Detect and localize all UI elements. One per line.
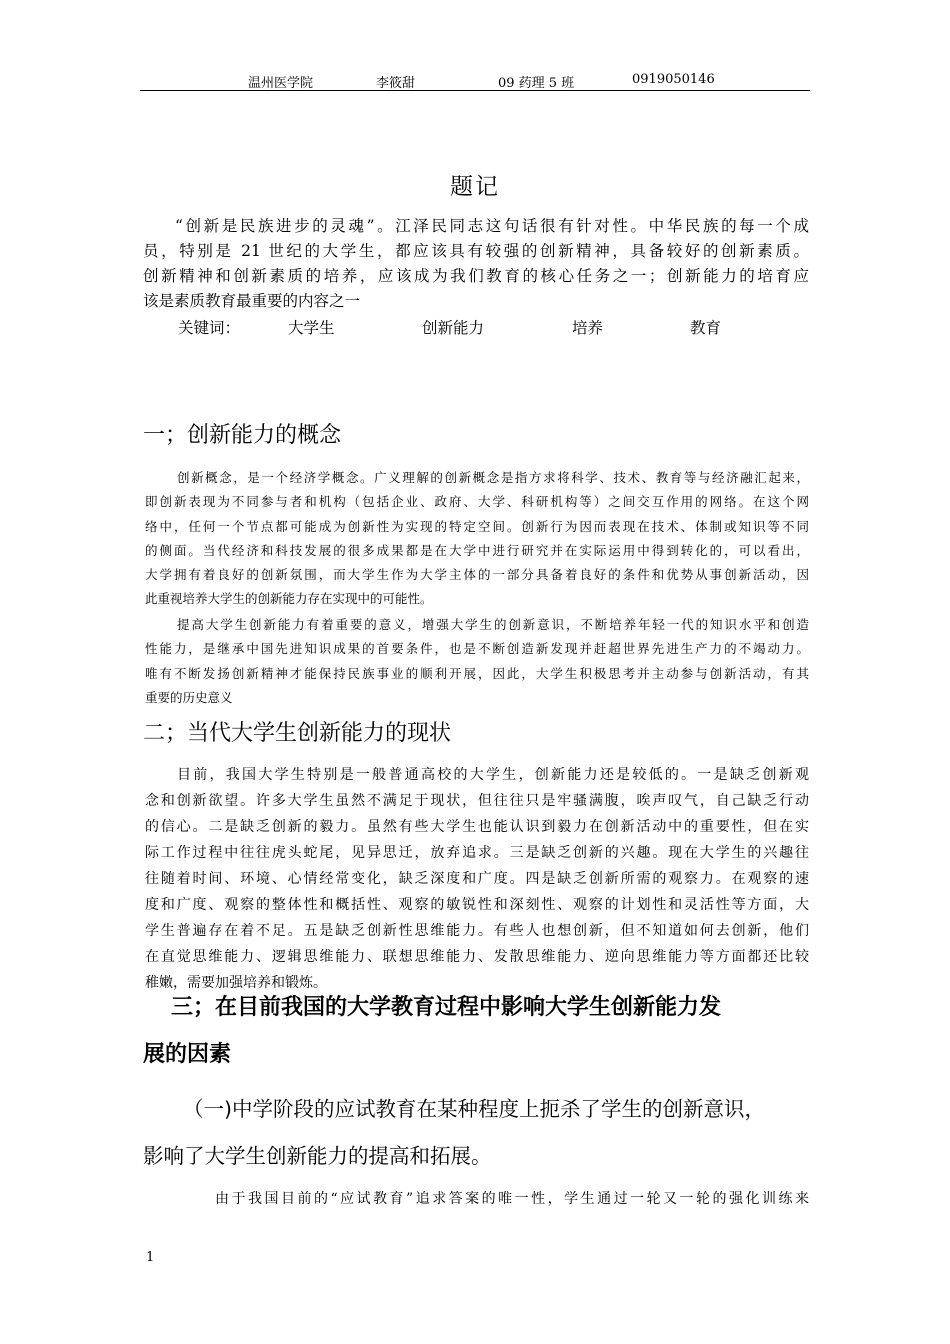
keywords-label: 关键词：	[178, 319, 241, 337]
subheading-line: 影响了大学生创新能力的提高和拓展。	[143, 1144, 492, 1168]
paragraph-line: 提高大学生创新能力有着重要的意义，增强大学生的创新意识，不断培养年轻一代的知识水平和创造	[177, 617, 809, 632]
section1-paragraph-1	[145, 466, 809, 612]
section1-heading: 一；创新能力的概念	[143, 423, 342, 448]
paragraph-line: 此重视培养大学生的创新能力存在实现中的可能性。	[145, 591, 433, 607]
abstract-line: “创新是民族进步的灵魂”。江泽民同志这句话很有针对性。中华民族的每一个成	[175, 217, 809, 235]
paragraph-line: 的信心。二是缺乏创新的毅力。虽然有些大学生也能认识到毅力在创新活动中的重要性，但在实	[145, 819, 809, 835]
abstract-paragraph	[143, 214, 809, 314]
heading-line: 三；在目前我国的大学教育过程中影响大学生创新能力发	[171, 995, 722, 1020]
paragraph-line: 念和创新欲望。许多大学生虽然不满足于现状，但往往只是牢骚满腹，唉声叹气，自己缺乏行动	[145, 793, 809, 809]
header-name: 李筱甜	[376, 76, 416, 91]
heading-line: 展的因素	[143, 1042, 232, 1067]
paragraph-line: 际工作过程中往往虎头蛇尾，见异思迁，放弃追求。三是缺乏创新的兴趣。现在大学生的兴趣往	[145, 845, 809, 861]
header-school: 温州医学院	[248, 76, 314, 91]
keyword-item: 创新能力	[422, 319, 485, 337]
paragraph-line: 的侧面。当代经济和科技发展的很多成果都是在大学中进行研究并在实际运用中得到转化的，可以看出，	[145, 542, 809, 558]
page-title: 题记	[450, 174, 500, 200]
section3-subheading	[143, 1086, 809, 1180]
paragraph-line: 性能力，是继承中国先进知识成果的首要条件，也是不断创造新发现并赶超世界先进生产力的不竭动力。	[145, 641, 809, 657]
section3-heading	[143, 984, 809, 1078]
keywords-row	[178, 316, 778, 338]
page-header	[140, 72, 810, 91]
paragraph-line: 目前，我国大学生特别是一般普通高校的大学生，创新能力还是较低的。一是缺乏创新观	[177, 767, 809, 783]
paragraph-line: 即创新表现为不同参与者和机构（包括企业、政府、大学、科研机构等）之间交互作用的网络。在这个网	[145, 494, 809, 510]
paragraph-line: 大学拥有着良好的创新氛围，而大学生作为大学主体的一部分具备着良好的条件和优势从事创新活动，因	[145, 567, 809, 583]
header-class: 09 药理 5 班	[498, 76, 575, 91]
section2-paragraph	[145, 762, 809, 996]
paragraph-line: 创新概念，是一个经济学概念。广义理解的创新概念是指方求将科学、技术、教育等与经济融汇起来，	[177, 470, 809, 485]
header-student-id: 0919050146	[632, 72, 715, 87]
section3-paragraph	[145, 1186, 809, 1212]
subheading-line: （一)中学阶段的应试教育在某种程度上扼杀了学生的创新意识，	[183, 1097, 765, 1121]
paragraph-line: 在直觉思维能力、逻辑思维能力、联想思维能力、发散思维能力、逆向思维能力等方面都还比较	[145, 949, 809, 965]
paragraph-line: 稚嫩，需要加强培养和锻炼。	[145, 975, 327, 991]
keyword-item: 教育	[690, 319, 722, 337]
paragraph-line: 络中，任何一个节点都可能成为创新性为实现的特定空间。创新行为因而表现在技术、体制或知识等不同	[145, 518, 809, 534]
page-number: 1	[146, 1250, 155, 1265]
paragraph-line: 唯有不断发扬创新精神才能保持民族事业的顺利开展，因此，大学生积极思考并主动参与创新活动，有其	[145, 665, 809, 681]
paragraph-line: 度和广度、观察的整体性和概括性、观察的敏锐性和深刻性、观察的计划性和灵活性等方面，大	[145, 897, 809, 913]
paragraph-line: 由于我国目前的“应试教育”追求答案的唯一性，学生通过一轮又一轮的强化训练来	[215, 1191, 809, 1207]
paragraph-line: 往随着时间、环境、心情经常变化，缺乏深度和广度。四是缺乏创新所需的观察力。在观察的速	[145, 871, 809, 887]
abstract-line: 该是素质教育最重要的内容之一	[143, 292, 361, 310]
paragraph-line: 学生普遍存在着不足。五是缺乏创新性思维能力。有些人也想创新，但不知道如何去创新，他们	[145, 923, 809, 939]
keyword-item: 培养	[572, 319, 604, 337]
section1-paragraph-2	[145, 613, 809, 710]
keyword-item: 大学生	[288, 319, 335, 337]
paragraph-line: 重要的历史意义	[145, 689, 233, 705]
abstract-line: 员，特别是 21 世纪的大学生，都应该具有较强的创新精神，具备较好的创新素质。	[143, 242, 809, 260]
section2-heading: 二；当代大学生创新能力的现状	[143, 721, 452, 746]
abstract-line: 创新精神和创新素质的培养，应该成为我们教育的核心任务之一；创新能力的培育应	[143, 267, 809, 285]
